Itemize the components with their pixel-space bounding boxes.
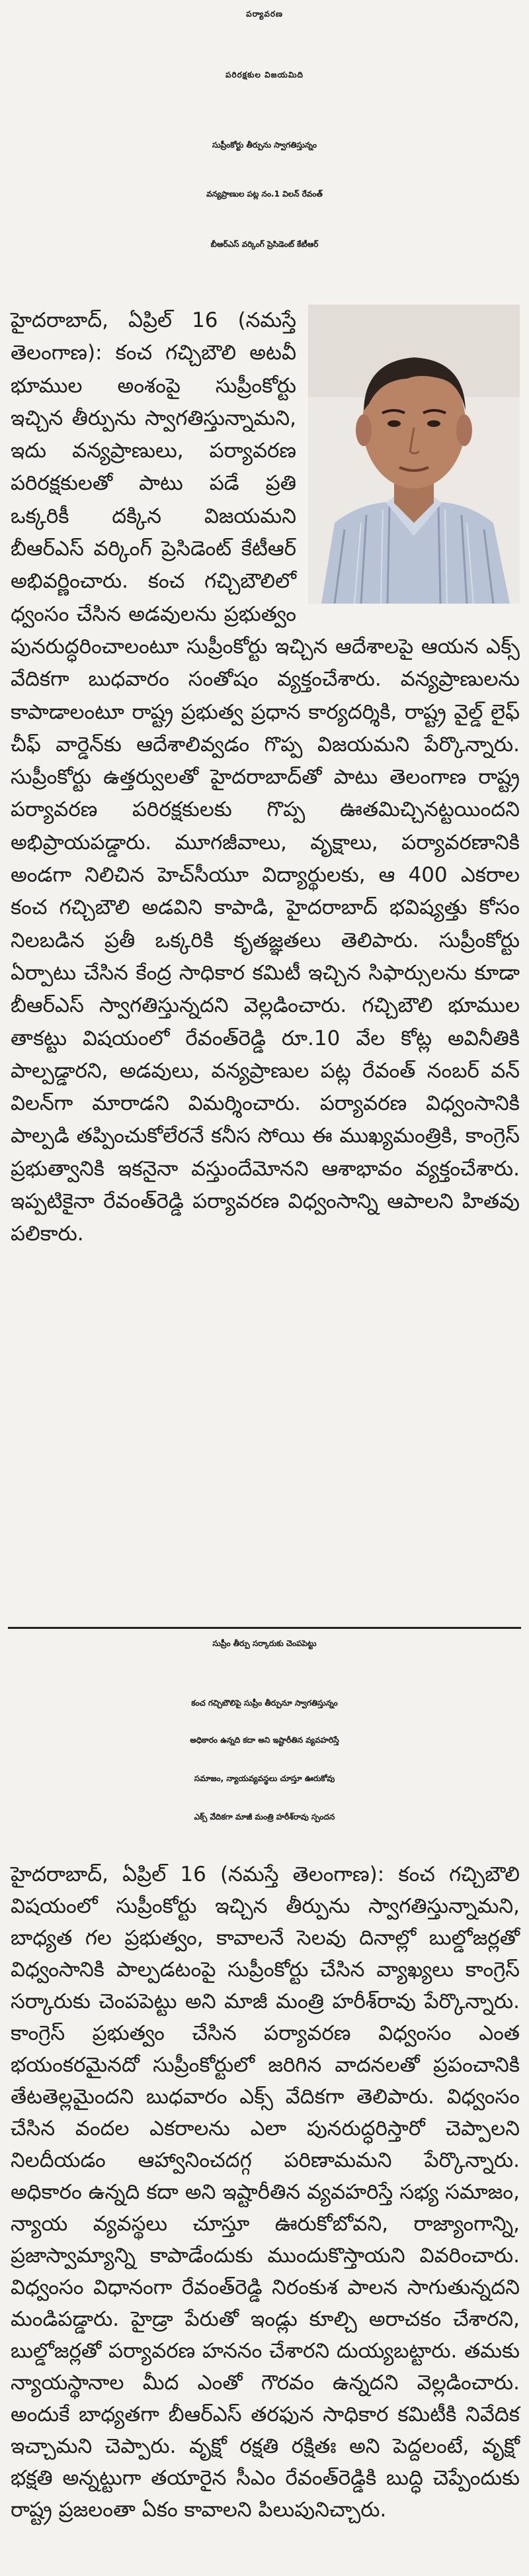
article1-headline-line1: పర్యావరణ <box>246 9 283 19</box>
article2-subhead-line2: అధికారం ఉన్నది కదా అని ఇష్టారీతిన వ్యవహరిస్తే <box>190 1735 339 1745</box>
ktr-photo <box>308 304 520 604</box>
article-divider <box>8 1627 521 1629</box>
person-portrait-icon <box>308 304 520 604</box>
article2-subhead-line4: ఎక్స్ వేదికగా మాజీ మంత్రి హరీశ్‌రావు స్పందన <box>194 1812 335 1821</box>
article2-subhead-line3: సమాజం, న్యాయవ్యవస్థలు చూస్తూ ఊరుకోవు <box>194 1774 335 1783</box>
article1-subhead-line1: సుప్రీంకోర్టు తీర్పును స్వాగతిస్తున్నం <box>212 140 317 150</box>
article1-subhead-line2: వన్యప్రాణుల పట్ల నం.1 విలన్ రేవంత్ <box>206 189 323 199</box>
article1-headline-line2: పరిరక్షకుల విజయమిది <box>225 70 304 79</box>
article1-body-column <box>11 304 520 1615</box>
article1-body-text: హైదరాబాద్, ఏప్రిల్ 16 (నమస్తే తెలంగాణ): కంచ గచ్చిబౌలి అటవీ భూముల అంశంపై సుప్రీంకోర్టు ఇచ్చిన తీర్పును స్వాగతిస్తున్నామని, ఇదు వన్యప్రాణులు, పర్యావరణ పరిరక్షకులతో పాటు పడే ప్రతి ఒక్కరికీ దక్కిన విజయమని బీఆర్ఎస్ వర్కింగ్ ప్రెసిడెంట్ కేటీఆర్ అభివర్ణించారు. కంచ గచ్చిబౌలిలో ధ్వంసం చేసిన అడవులను ప్రభుత్వం పునరుద్ధరించాలంటూ సుప్రీంకోర్టు ఇచ్చిన ఆదేశాలపై ఆయన ఎక్స్ వేదికగా బుధవారం సంతోషం వ్యక్తంచేశారు. వన్యప్రాణులను కాపాడాలంటూ రాష్ట్ర ప్రభుత్వ ప్రధాన కార్యదర్శికి, రాష్ట్ర వైల్డ్ లైఫ్ చీఫ్ వార్డెన్‌కు ఆదేశాలివ్వడం గొప్ప విజయమని పేర్కొన్నారు. సుప్రీంకోర్టు ఉత్తర్వులతో హైదరాబాద్‌తో పాటు తెలంగాణ రాష్ట్ర పర్యావరణ పరిరక్షకులకు గొప్ప ఊతమిచ్చినట్టయిందని అభిప్రాయపడ్డారు. మూగజీవాలు, వృక్షాలు, పర్యావరణానికి అండగా నిలిచిన హెచ్‌సీయూ విద్యార్థులకు, ఆ 400 ఎకరాల కంచ గచ్చిబౌలి అడవిని కాపాడి, హైదరాబాద్ భవిష్యత్తు కోసం నిలబడిన ప్రతీ ఒక్కరికి కృతజ్ఞతలు తెలిపారు. సుప్రీంకోర్టు ఏర్పాటు చేసిన కేంద్ర సాధికార కమిటీ ఇచ్చిన సిఫార్సులను కూడా బీఆర్ఎస్ స్వాగతిస్తున్నదని వెల్లడించారు. గచ్చిబౌలి భూముల తాకట్టు విషయంలో రేవంత్‌రెడ్డి రూ.10 వేల కోట్ల అవినీతికి పాల్పడ్డారని, అడవులు, వన్యప్రాణుల పట్ల రేవంత్ నంబర్ వన్ విలన్‌గా మారాడని విమర్శించారు. పర్యావరణ విధ్వంసానికి పాల్పడి తప్పించుకోలేరనే కనీస సోయి ఈ ముఖ్యమంత్రికి, కాంగ్రెస్ ప్రభుత్వానికి ఇకనైనా వస్తుందేమోనని ఆశాభావం వ్యక్తంచేశారు. ఇప్పటికైనా రేవంత్‌రెడ్డి పర్యావరణ విధ్వంసాన్ని ఆపాలని హితవు పలికారు. <box>11 308 520 1246</box>
article2-body-text: హైదరాబాద్, ఏప్రిల్ 16 (నమస్తే తెలంగాణ): కంచ గచ్చిబౌలి విషయంలో సుప్రీంకోర్టు ఇచ్చిన తీర్పును స్వాగతిస్తున్నామని, బాధ్యత గల ప్రభుత్వం, కావాలనే సెలవు దినాల్లో బుల్డోజర్లతో విధ్వంసానికి పాల్పడటంపై సుప్రీంకోర్టు చేసిన వ్యాఖ్యలు కాంగ్రెస్ సర్కారుకు చెంపపెట్టు అని మాజీ మంత్రి హరీశ్‌రావు పేర్కొన్నారు. కాంగ్రెస్ ప్రభుత్వం చేసిన పర్యావరణ విధ్వంసం ఎంత భయంకరమైనదో సుప్రీంకోర్టులో జరిగిన వాదనలతో ప్రపంచానికి తేటతెల్లమైందని బుధవారం ఎక్స్ వేదికగా తెలిపారు. విధ్వంసం చేసిన వందల ఎకరాలను ఎలా పునరుద్ధరిస్తారో చెప్పాలని నిలదీయడం ఆహ్వానించదగ్గ పరిణామమని పేర్కొన్నారు. అధికారం ఉన్నది కదా అని ఇష్టారీతిన వ్యవహరిస్తే సభ్య సమాజం, న్యాయ వ్యవస్థలు చూస్తూ ఊరుకోబోవని, రాజ్యాంగాన్ని, ప్రజాస్వామ్యాన్ని కాపాడేందుకు ముందుకొస్తాయని వివరించారు. విధ్వంసం విధానంగా రేవంత్‌రెడ్డి నిరంకుశ పాలన సాగుతున్నదని మండిపడ్డారు. హైడ్రా పేరుతో ఇండ్లు కూల్చి అరాచకం చేశారని, బుల్డోజర్లతో పర్యావరణ హననం చేశారని దుయ్యబట్టారు. తమకు న్యాయస్థానాల మీద ఎంతో గౌరవం ఉన్నదని వెల్లడించారు. అందుకే బాధ్యతగా బీఆర్ఎస్ తరఫున సాధికార కమిటీకి నివేదిక ఇచ్చామని చెప్పారు. వృక్షో రక్షతి రక్షితః అని పెద్దలంటే, వృక్షో భక్షతి అన్నట్టుగా తయారైన సీఎం రేవంత్‌రెడ్డికి బుద్ధి చెప్పేందుకు రాష్ట్ర ప్రజలంతా ఏకం కావాలని పిలుపునిచ్చారు. <box>11 1863 520 2522</box>
article2-subhead-line1: కంచ గచ్చిబౌలిపై సుప్రీం తీర్పునూ స్వాగతిస్తున్నం <box>191 1698 338 1708</box>
article2-headline: సుప్రీం తీర్పు సర్కారుకు చెంపపెట్టు <box>212 1639 317 1648</box>
article1-subhead-line3: బీఆర్ఎస్ వర్కింగ్ ప్రెసిడెంట్ కేటీఆర్ <box>210 240 319 249</box>
